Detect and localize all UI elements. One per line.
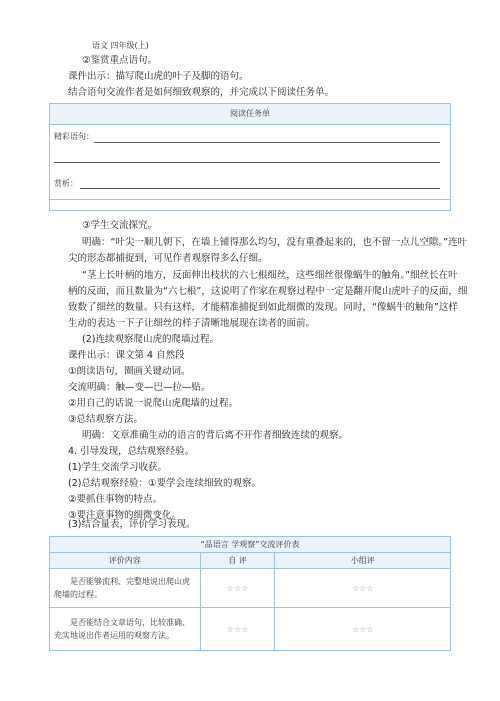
criterion-cell [50, 569, 201, 608]
clarify-paragraph-line: 尖的形态都捕捉到，可见作者观察得多么仔细。 [68, 253, 268, 264]
clarify-conclusion: 明确：文章准确生动的语言的背后离不开作者细致连续的观察。 [82, 430, 349, 441]
task-sheet-title: 阅读任务单 [50, 104, 450, 125]
answer-line[interactable] [94, 142, 440, 143]
analysis-paragraph-line: 生动的表达一下子让细丝的样子清晰地展现在读者的面前。 [68, 318, 316, 329]
step-summarize-method: ③总结观察方法。 [68, 414, 144, 425]
excellent-sentence-label: 精彩语句： [54, 132, 94, 141]
table-row [50, 608, 451, 651]
analysis-paragraph-line: 致数了细丝的数量。只有这样，才能精准捕捉到如此细微的发现。同时，“像蜗牛的触角”这样 [68, 302, 458, 313]
analysis-paragraph-line: “茎上长叶柄的地方，反面伸出枝状的六七根细丝，这些细丝很像蜗牛的触角。”细丝长在叶 [82, 270, 458, 281]
clarify-paragraph-line: 明确：“叶尖一顺儿朝下，在墙上铺得那么均匀，没有重叠起来的，也不留一点儿空隙。”连叶 [82, 237, 468, 248]
sub-step: ③要注意事物的细微变化。 [68, 510, 182, 521]
appreciation-label: 赏析： [54, 179, 78, 188]
step-retell: ②用自己的话说一说爬山虎爬墙的过程。 [68, 398, 239, 409]
sub-step: (2)总结观察经验：①要学会连续细致的观察。 [68, 478, 261, 489]
answer-line[interactable] [80, 188, 440, 189]
column-header-self-eval: 自 评 [200, 553, 275, 569]
self-rating-stars[interactable]: ☆☆☆ [200, 569, 275, 608]
courseware-display: 课件出示：课文第 4 自然段 [68, 350, 185, 361]
group-rating-stars[interactable]: ☆☆☆ [275, 608, 451, 651]
step-continuous-observation: (2)连续观察爬山虎的爬墙过程。 [82, 334, 219, 345]
sub-step: (3)结合量表，评价学习表现。 [68, 519, 196, 530]
divider [50, 199, 450, 200]
criterion-text: 是否能结合文章语句，比较准确、充实地说出作者运用的观察方法。 [54, 618, 190, 640]
step-student-discussion: ③学生交流探究。 [82, 220, 158, 231]
criterion-cell [50, 608, 201, 651]
group-rating-stars[interactable]: ☆☆☆ [275, 569, 451, 608]
evaluation-table-title: “品语言 学观察”交流评价表 [50, 537, 451, 553]
sub-step: (1)学生交流学习收获。 [68, 462, 167, 473]
evaluation-table [49, 536, 451, 651]
instruction-text: 结合语句交流作者是如何细致观察的，并完成以下阅读任务单。 [68, 87, 335, 98]
courseware-display: 课件出示：描写爬山虎的叶子及脚的语句。 [68, 71, 249, 82]
reading-task-sheet [49, 103, 451, 211]
sub-step: ②要抓住事物的特点。 [68, 494, 163, 505]
self-rating-stars[interactable]: ☆☆☆ [200, 608, 275, 651]
key-verbs: 交流明确：触—变—巴—拉—贴。 [68, 382, 211, 393]
page-header: 语文 四年级(上) [92, 41, 149, 50]
column-header-group-eval: 小组评 [275, 553, 451, 569]
criterion-text: 是否能够流利、完整地说出爬山虎爬墙的过程。 [54, 577, 190, 599]
analysis-paragraph-line: 柄的反面，而且数量为“六七根”，这说明了作家在观察过程中一定是翻开爬山虎叶子的反面，细 [68, 286, 468, 297]
step-summarize-experience: 4. 引导发现，总结观察经验。 [68, 446, 195, 457]
column-header-criterion: 评价内容 [50, 553, 201, 569]
answer-line[interactable] [54, 162, 440, 163]
step-read-aloud: ①朗读语句，圈画关键动词。 [68, 366, 191, 377]
step-appreciate-sentences: ②鉴赏重点语句。 [82, 55, 158, 66]
table-row [50, 569, 451, 608]
